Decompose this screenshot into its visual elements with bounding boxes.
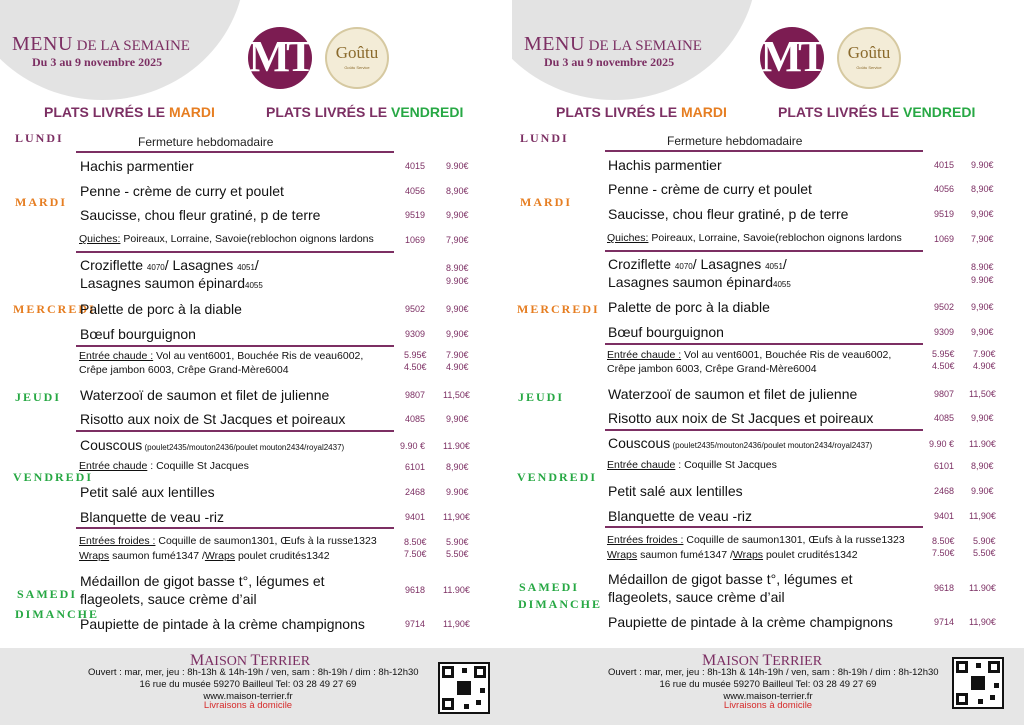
plats-mardi-heading: PLATS LIVRÉS LE MARDI	[556, 104, 727, 120]
code-froides-1: 8.50€	[932, 536, 955, 546]
dish-quiches: Quiches: Poireaux, Lorraine, Savoie(reblochon oignons lardons	[79, 233, 374, 245]
dish-boeuf: Bœuf bourguignon	[80, 326, 196, 342]
price-risotto: 9,90€	[446, 414, 469, 424]
dish-entree-chaude-mercredi-line2: Crêpe jambon 6003, Crêpe Grand-Mère6004	[79, 364, 289, 376]
maison-terrier-name: MAISON TERRIER	[701, 652, 823, 669]
price-entree-2: 4.90€	[446, 362, 469, 372]
code-saucisse: 9519	[934, 209, 955, 219]
code-blanquette: 9401	[405, 512, 426, 522]
divider	[76, 345, 394, 347]
code-petit-sale: 2468	[405, 487, 426, 497]
day-samedi: SAMEDI	[17, 587, 78, 601]
dish-hachis: Hachis parmentier	[608, 157, 722, 173]
goutu-logo: Goûtu Goûtu Service	[325, 27, 389, 89]
divider	[605, 429, 923, 431]
day-dimanche: DIMANCHE	[15, 607, 99, 621]
delivery-note: Livraisons à domicile	[203, 700, 293, 711]
price-boeuf: 9,90€	[446, 329, 469, 339]
dish-waterzooi: Waterzooï de saumon et filet de julienne	[608, 386, 858, 402]
menu-dates: Du 3 au 9 novembre 2025	[32, 55, 163, 69]
dish-waterzooi: Waterzooï de saumon et filet de julienne	[80, 387, 330, 403]
day-samedi: SAMEDI	[519, 580, 580, 594]
dish-boeuf: Bœuf bourguignon	[608, 324, 724, 340]
price-lasagnes: 9.90€	[971, 275, 994, 285]
dish-penne: Penne - crème de curry et poulet	[608, 181, 812, 197]
dish-couscous: Couscous (poulet2435/mouton2436/poulet mouton2434/royal2437)	[608, 435, 873, 451]
divider	[76, 430, 394, 432]
menu-panel-right	[512, 0, 1024, 725]
dish-wraps: Wraps saumon fumé1347 /Wraps poulet crudités1342	[79, 550, 330, 562]
divider	[605, 150, 923, 152]
code-coquille: 6101	[405, 462, 426, 472]
dish-entree-chaude-vendredi: Entrée chaude : Coquille St Jacques	[607, 459, 777, 471]
code-medaillon: 9618	[934, 583, 955, 593]
goutu-logo: Goûtu Goûtu Service	[837, 27, 901, 89]
code-boeuf: 9309	[934, 327, 955, 337]
dish-saucisse: Saucisse, chou fleur gratiné, p de terre	[608, 206, 849, 222]
dish-entree-chaude-mercredi: Entrée chaude : Vol au vent6001, Bouchée Ris de veau6002,	[79, 350, 364, 362]
price-blanquette: 11,90€	[443, 512, 470, 522]
price-entree-1: 7.90€	[973, 349, 996, 359]
price-penne: 8,90€	[971, 184, 994, 194]
mt-logo: MT	[248, 27, 312, 89]
price-quiches: 7,90€	[446, 235, 469, 245]
plats-vendredi-heading: PLATS LIVRÉS LE VENDREDI	[778, 104, 976, 120]
code-quiches: 1069	[405, 235, 426, 245]
dish-palette: Palette de porc à la diable	[608, 299, 770, 315]
price-coquille: 8,90€	[446, 462, 469, 472]
website-link[interactable]: www.maison-terrier.fr	[723, 691, 813, 702]
plats-mardi-heading: PLATS LIVRÉS LE MARDI	[44, 104, 215, 120]
menu-title: MENU DE LA SEMAINE	[524, 33, 702, 55]
price-couscous: 11.90€	[443, 441, 470, 451]
price-petit-sale: 9.90€	[971, 486, 994, 496]
day-lundi: LUNDI	[520, 131, 569, 145]
code-entree-1: 5.95€	[932, 349, 955, 359]
dish-entree-chaude-mercredi-line2: Crêpe jambon 6003, Crêpe Grand-Mère6004	[607, 363, 817, 375]
address: 16 rue du musée 59270 Bailleul Tel: 03 28 49 27 69	[139, 679, 357, 690]
qr-code[interactable]	[952, 657, 1004, 709]
code-palette: 9502	[405, 304, 426, 314]
dish-paupiette: Paupiette de pintade à la crème champignons	[80, 616, 365, 632]
code-paupiette: 9714	[405, 619, 426, 629]
dish-risotto: Risotto aux noix de St Jacques et poireaux	[80, 411, 346, 427]
code-froides-1: 8.50€	[404, 537, 427, 547]
price-medaillon: 11.90€	[969, 583, 996, 593]
divider	[605, 343, 923, 345]
dish-lasagnes-saumon: Lasagnes saumon épinard4055	[608, 274, 791, 290]
dish-entrees-froides: Entrées froides : Coquille de saumon1301, Œufs à la russe1323	[79, 535, 377, 547]
divider	[76, 527, 394, 529]
dish-palette: Palette de porc à la diable	[80, 301, 242, 317]
plats-vendredi-heading: PLATS LIVRÉS LE VENDREDI	[266, 104, 464, 120]
price-entree-1: 7.90€	[446, 350, 469, 360]
maison-terrier-name: MAISON TERRIER	[189, 652, 311, 669]
code-boeuf: 9309	[405, 329, 426, 339]
mt-logo: MT	[760, 27, 824, 89]
price-blanquette: 11,90€	[969, 511, 996, 521]
dish-paupiette: Paupiette de pintade à la crème champignons	[608, 614, 893, 630]
price-medaillon: 11.90€	[443, 585, 470, 595]
day-jeudi: JEUDI	[15, 390, 62, 404]
dish-risotto: Risotto aux noix de St Jacques et poireaux	[608, 410, 874, 426]
dish-saucisse: Saucisse, chou fleur gratiné, p de terre	[80, 207, 321, 223]
code-medaillon: 9618	[405, 585, 426, 595]
qr-code[interactable]	[438, 662, 490, 714]
price-hachis: 9.90€	[446, 161, 469, 171]
divider	[605, 250, 923, 252]
price-coquille: 8,90€	[971, 461, 994, 471]
price-palette: 9,90€	[446, 304, 469, 314]
code-paupiette: 9714	[934, 617, 955, 627]
code-froides-2: 7.50€	[404, 549, 427, 559]
dish-medaillon-line2: flageolets, sauce crème d’ail	[80, 591, 257, 607]
code-quiches: 1069	[934, 234, 955, 244]
dish-blanquette: Blanquette de veau -riz	[608, 508, 752, 524]
day-vendredi: VENDREDI	[517, 470, 598, 484]
price-saucisse: 9,90€	[971, 209, 994, 219]
menu-dates: Du 3 au 9 novembre 2025	[544, 55, 675, 69]
price-palette: 9,90€	[971, 302, 994, 312]
dish-hachis: Hachis parmentier	[80, 158, 194, 174]
dish-medaillon: Médaillon de gigot basse t°, légumes et	[80, 573, 325, 589]
price-paupiette: 11,90€	[443, 619, 470, 629]
divider	[76, 151, 394, 153]
day-mardi: MARDI	[15, 195, 67, 209]
price-hachis: 9.90€	[971, 160, 994, 170]
address: 16 rue du musée 59270 Bailleul Tel: 03 28 49 27 69	[659, 679, 877, 690]
code-penne: 4056	[405, 186, 426, 196]
code-waterzooi: 9807	[405, 390, 426, 400]
dish-entree-chaude-vendredi: Entrée chaude : Coquille St Jacques	[79, 460, 249, 472]
price-waterzooi: 11,50€	[969, 389, 996, 399]
code-risotto: 4085	[405, 414, 426, 424]
day-mercredi: MERCREDI	[517, 302, 600, 316]
code-risotto: 4085	[934, 413, 955, 423]
day-vendredi: VENDREDI	[13, 470, 94, 484]
code-entree-2: 4.50€	[932, 361, 955, 371]
dish-quiches: Quiches: Poireaux, Lorraine, Savoie(reblochon oignons lardons	[607, 232, 902, 244]
code-hachis: 4015	[405, 161, 426, 171]
day-mercredi: MERCREDI	[13, 302, 96, 316]
opening-hours: Ouvert : mar, mer, jeu : 8h-13h & 14h-19h / ven, sam : 8h-19h / dim : 8h-12h30	[88, 667, 419, 678]
price-couscous: 11.90€	[969, 439, 996, 449]
opening-hours: Ouvert : mar, mer, jeu : 8h-13h & 14h-19h / ven, sam : 8h-19h / dim : 8h-12h30	[608, 667, 939, 678]
price-croziflette: 8.90€	[971, 262, 994, 272]
price-petit-sale: 9.90€	[446, 487, 469, 497]
price-risotto: 9,90€	[971, 413, 994, 423]
price-froides-2: 5.50€	[973, 548, 996, 558]
day-dimanche: DIMANCHE	[518, 597, 602, 611]
day-jeudi: JEUDI	[518, 390, 565, 404]
price-quiches: 7,90€	[971, 234, 994, 244]
dish-wraps: Wraps saumon fumé1347 /Wraps poulet crudités1342	[607, 549, 858, 561]
price-paupiette: 11,90€	[969, 617, 996, 627]
code-petit-sale: 2468	[934, 486, 955, 496]
dish-lasagnes-saumon: Lasagnes saumon épinard4055	[80, 275, 263, 291]
menu-title: MENU DE LA SEMAINE	[12, 33, 190, 55]
dish-entrees-froides: Entrées froides : Coquille de saumon1301, Œufs à la russe1323	[607, 534, 905, 546]
divider	[76, 251, 394, 253]
code-penne: 4056	[934, 184, 955, 194]
price-froides-2: 5.50€	[446, 549, 469, 559]
dish-petit-sale: Petit salé aux lentilles	[80, 484, 215, 500]
code-palette: 9502	[934, 302, 955, 312]
day-mardi: MARDI	[520, 195, 572, 209]
price-froides-1: 5.90€	[446, 537, 469, 547]
code-couscous: 9.90 €	[400, 441, 426, 451]
code-saucisse: 9519	[405, 210, 426, 220]
dish-croziflette: Croziflette 4070/ Lasagnes 4051/	[80, 257, 259, 273]
dish-entree-chaude-mercredi: Entrée chaude : Vol au vent6001, Bouchée Ris de veau6002,	[607, 349, 892, 361]
code-couscous: 9.90 €	[929, 439, 955, 449]
dish-medaillon: Médaillon de gigot basse t°, légumes et	[608, 571, 853, 587]
price-penne: 8,90€	[446, 186, 469, 196]
dish-petit-sale: Petit salé aux lentilles	[608, 483, 743, 499]
price-entree-2: 4.90€	[973, 361, 996, 371]
price-froides-1: 5.90€	[973, 536, 996, 546]
code-entree-1: 5.95€	[404, 350, 427, 360]
code-coquille: 6101	[934, 461, 955, 471]
fermeture-text: Fermeture hebdomadaire	[138, 135, 274, 149]
delivery-note: Livraisons à domicile	[723, 700, 813, 711]
dish-couscous: Couscous (poulet2435/mouton2436/poulet mouton2434/royal2437)	[80, 437, 345, 453]
code-waterzooi: 9807	[934, 389, 955, 399]
price-boeuf: 9,90€	[971, 327, 994, 337]
dish-blanquette: Blanquette de veau -riz	[80, 509, 224, 525]
code-froides-2: 7.50€	[932, 548, 955, 558]
dish-medaillon-line2: flageolets, sauce crème d’ail	[608, 589, 785, 605]
price-saucisse: 9,90€	[446, 210, 469, 220]
day-lundi: LUNDI	[15, 131, 64, 145]
dish-penne: Penne - crème de curry et poulet	[80, 183, 284, 199]
code-hachis: 4015	[934, 160, 955, 170]
code-blanquette: 9401	[934, 511, 955, 521]
fermeture-text: Fermeture hebdomadaire	[667, 134, 803, 148]
dish-croziflette: Croziflette 4070/ Lasagnes 4051/	[608, 256, 787, 272]
price-waterzooi: 11,50€	[443, 390, 470, 400]
price-croziflette: 8.90€	[446, 263, 469, 273]
divider	[605, 526, 923, 528]
price-lasagnes: 9.90€	[446, 276, 469, 286]
code-entree-2: 4.50€	[404, 362, 427, 372]
website-link[interactable]: www.maison-terrier.fr	[203, 691, 293, 702]
